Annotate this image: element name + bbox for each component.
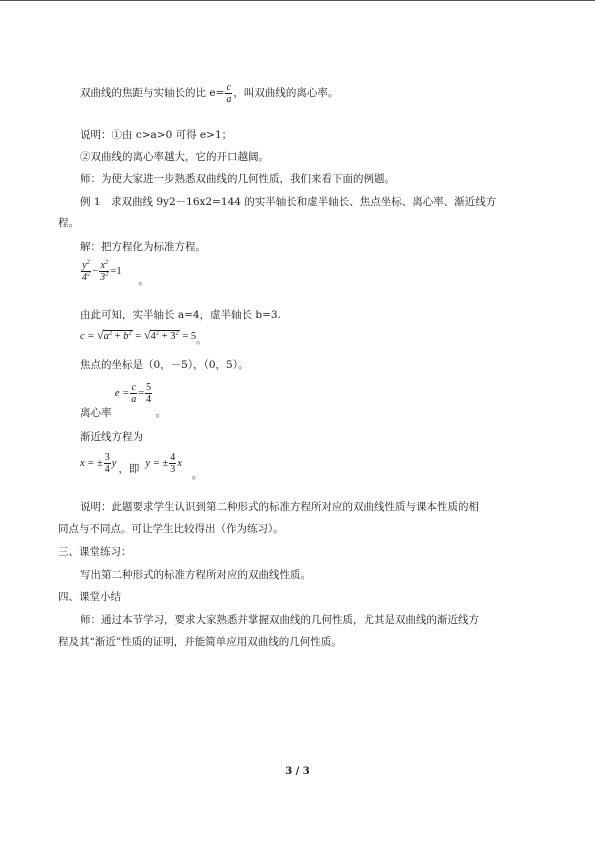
operator: +	[112, 331, 124, 342]
formula-lhs: c =	[80, 331, 95, 342]
variable: b	[123, 331, 129, 342]
paragraph-summary: 师：通过本节学习，要求大家熟悉并掌握双曲线的几何性质，尤其是双曲线的渐近线方	[80, 614, 479, 626]
formula-lhs: e =	[114, 387, 130, 399]
fraction-denominator: 4	[146, 394, 152, 405]
fraction-5-over-4	[145, 382, 152, 405]
paragraph-note-1: 说明：①由 c>a>0 可得 e>1；	[80, 129, 233, 141]
fraction-denominator: 3	[170, 464, 176, 475]
fraction-denominator	[99, 271, 109, 283]
punctuation: 。	[196, 334, 207, 346]
number: 4	[150, 331, 156, 342]
operator: −	[92, 265, 99, 277]
paragraph-note-3-cont: 同点与不同点。可让学生比较得出（作为练习）。	[58, 523, 284, 535]
variable: y	[82, 260, 87, 271]
text-segment: 离心率	[80, 406, 112, 419]
fraction-denominator: 4	[104, 464, 110, 475]
paragraph-teacher-intro: 师：为使大家进一步熟悉双曲线的几何性质，我们来看下面的例题。	[80, 173, 395, 185]
exponent: 2	[108, 329, 113, 337]
number: 3	[170, 331, 176, 342]
fraction-denominator: a	[226, 94, 232, 105]
exponent: 2	[128, 329, 132, 337]
formula-eccentricity	[114, 382, 156, 405]
variable: x	[177, 457, 182, 469]
punctuation: 。	[138, 274, 149, 287]
radicand-a2-b2	[103, 330, 133, 343]
variable: a	[103, 331, 109, 342]
punctuation: 。	[191, 468, 203, 481]
operator: =1	[110, 265, 122, 277]
exponent: 2	[104, 258, 109, 266]
fraction-numerator: 3	[104, 452, 110, 463]
text-segment: ，即	[118, 462, 140, 475]
fraction-4-over-3	[169, 452, 176, 475]
formula-lhs: x = ±	[80, 457, 103, 469]
formula-focal-distance	[80, 328, 207, 344]
formula-lhs: y = ±	[145, 457, 169, 469]
formula-eccentricity-row	[80, 382, 167, 419]
fraction-c-over-a	[130, 382, 137, 405]
operator: =	[132, 331, 144, 342]
fraction-numerator: c	[226, 82, 232, 93]
section-heading-practice: 三、课堂练习：	[58, 546, 132, 558]
paragraph-asymptote-heading: 渐近线方程为	[80, 431, 143, 443]
fraction-numerator: 4	[170, 452, 176, 463]
paragraph-eccentricity-definition	[80, 82, 338, 105]
paragraph-note-2: ②双曲线的离心率越大，它的开口越阔。	[80, 151, 269, 163]
fraction-y2-over-4-2	[81, 260, 91, 283]
fraction-denominator: a	[131, 394, 137, 405]
operator: =	[138, 387, 145, 399]
number: 3	[100, 272, 106, 283]
operator: = 5	[179, 331, 197, 342]
formula-asymptotes	[80, 452, 203, 481]
fraction-x2-over-3-2	[99, 260, 109, 283]
page-number: 3 / 3	[285, 766, 310, 777]
text-segment: 双曲线的焦距与实轴长的比 e=	[80, 87, 225, 99]
number: 4	[82, 272, 87, 283]
fraction-denominator	[81, 271, 91, 283]
exponent: 2	[175, 329, 179, 337]
paragraph-foci-coordinates: 焦点的坐标是（0，－5），（0，5）。	[80, 359, 249, 371]
paragraph-practice-task: 写出第二种形式的标准方程所对应的双曲线性质。	[80, 569, 311, 581]
paragraph-example-1: 例 1 求双曲线 9y2－16x2=144 的实半轴长和虚半轴长、焦点坐标、离心率、渐近线方	[80, 196, 497, 208]
paragraph-note-3: 说明：此题要求学生认识到第二种形式的标准方程所对应的双曲线性质与课本性质的相	[80, 501, 479, 513]
fraction-3-over-4	[104, 452, 111, 475]
radicand-4-2-3-2	[150, 330, 180, 343]
fraction-c-over-a	[225, 82, 232, 105]
paragraph-example-1-cont: 程。	[58, 217, 79, 229]
formula-standard-equation	[80, 258, 149, 287]
exponent: 2	[155, 329, 160, 337]
fraction-numerator	[81, 260, 91, 271]
paragraph-summary-cont: 程及其“渐近”性质的证明，并能简单应用双曲线的几何性质。	[58, 636, 342, 648]
radical-sign: √	[97, 328, 104, 342]
header-rule	[0, 0, 595, 1]
paragraph-solution-start: 解：把方程化为标准方程。	[80, 241, 206, 253]
text-segment: ，叫双曲线的离心率。	[233, 87, 339, 99]
radical-sign: √	[143, 328, 151, 342]
punctuation: 。	[155, 406, 167, 419]
fraction-numerator	[99, 260, 109, 271]
variable: y	[111, 457, 117, 469]
exponent: 2	[105, 270, 109, 278]
operator: +	[159, 331, 171, 342]
exponent: 2	[86, 258, 90, 266]
paragraph-semi-axes: 由此可知，实半轴长 a=4，虚半轴长 b=3.	[80, 309, 281, 321]
fraction-numerator: c	[131, 382, 136, 393]
exponent: 2	[87, 270, 91, 278]
section-heading-summary: 四、课堂小结	[58, 591, 121, 603]
fraction-numerator: 5	[146, 382, 152, 393]
variable: x	[100, 260, 105, 271]
